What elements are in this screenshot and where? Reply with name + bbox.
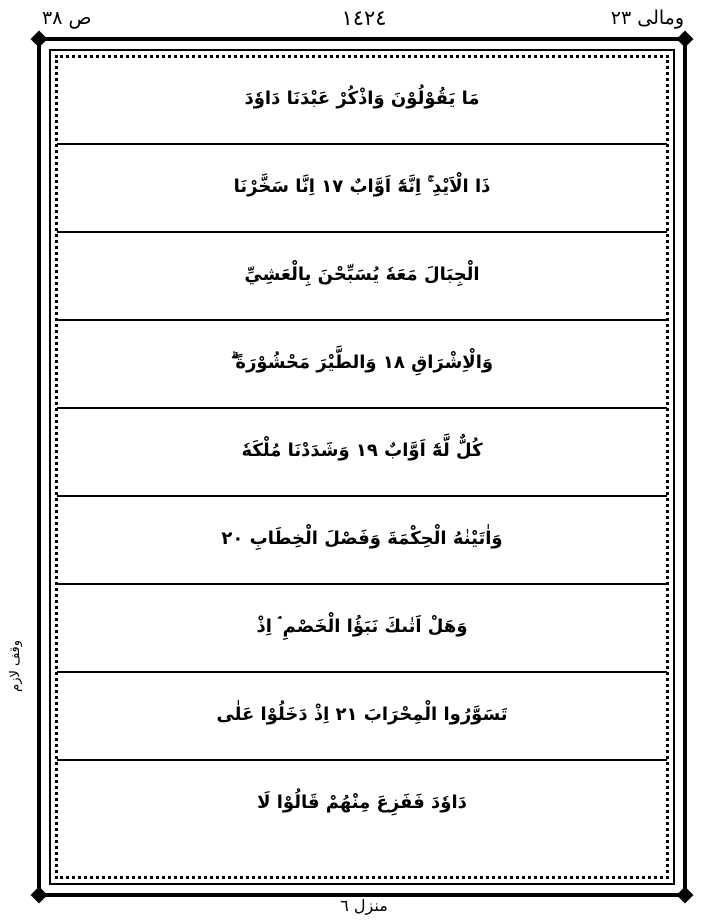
verse-text: وَهَلْ اَتٰىكَ نَبَؤُا الْخَصْمِ ۘ اِذْ xyxy=(256,616,468,637)
page-number: ١٤٢٤ xyxy=(341,6,387,30)
verse-line xyxy=(57,673,667,761)
verse-text: مَا يَقُوْلُوْنَ وَاذْكُرْ عَبْدَنَا دَاوٗدَ xyxy=(244,88,480,109)
corner-ornament-top-left xyxy=(31,31,48,48)
verse-lines xyxy=(57,57,667,877)
manzil-footer: منزل ٦ xyxy=(340,896,388,915)
verse-line xyxy=(57,233,667,321)
verse-line xyxy=(57,585,667,673)
verse-text: ذَا الْاَيْدِ ۚ اِنَّهٗٓ اَوَّابٌ ١٧ اِنَّا سَخَّرْنَا xyxy=(233,176,491,197)
verse-line xyxy=(57,321,667,409)
verse-line xyxy=(57,497,667,585)
side-margin-note: وقف لازم xyxy=(8,640,23,692)
verse-line xyxy=(57,57,667,145)
verse-text: وَالْاِشْرَاقِ ١٨ وَالطَّيْرَ مَحْشُوْرَةً ۗ xyxy=(230,352,494,373)
verse-text: كُلٌّ لَّهٗٓ اَوَّابٌ ١٩ وَشَدَدْنَا مُلْكَهٗ xyxy=(241,440,483,461)
verse-line xyxy=(57,145,667,233)
page-border xyxy=(37,37,687,897)
verse-text: دَاوٗدَ فَفَزِعَ مِنْهُمْ قَالُوْا لَا xyxy=(257,792,467,813)
verse-line xyxy=(57,409,667,497)
page-ref: ص ٣٨ xyxy=(42,7,92,29)
verse-text: الْجِبَالَ مَعَهٗ يُسَبِّحْنَ بِالْعَشِيِّ xyxy=(244,264,480,285)
para-name: ومالی ٢٣ xyxy=(610,7,684,29)
verse-text: تَسَوَّرُوا الْمِحْرَابَ ٢١ اِذْ دَخَلُوْا عَلٰى xyxy=(216,704,508,725)
corner-ornament-top-right xyxy=(677,31,694,48)
verse-text: وَاٰتَيْنٰهُ الْحِكْمَةَ وَفَصْلَ الْخِطَابِ ٢٠ xyxy=(221,528,503,549)
verse-line xyxy=(57,761,667,849)
